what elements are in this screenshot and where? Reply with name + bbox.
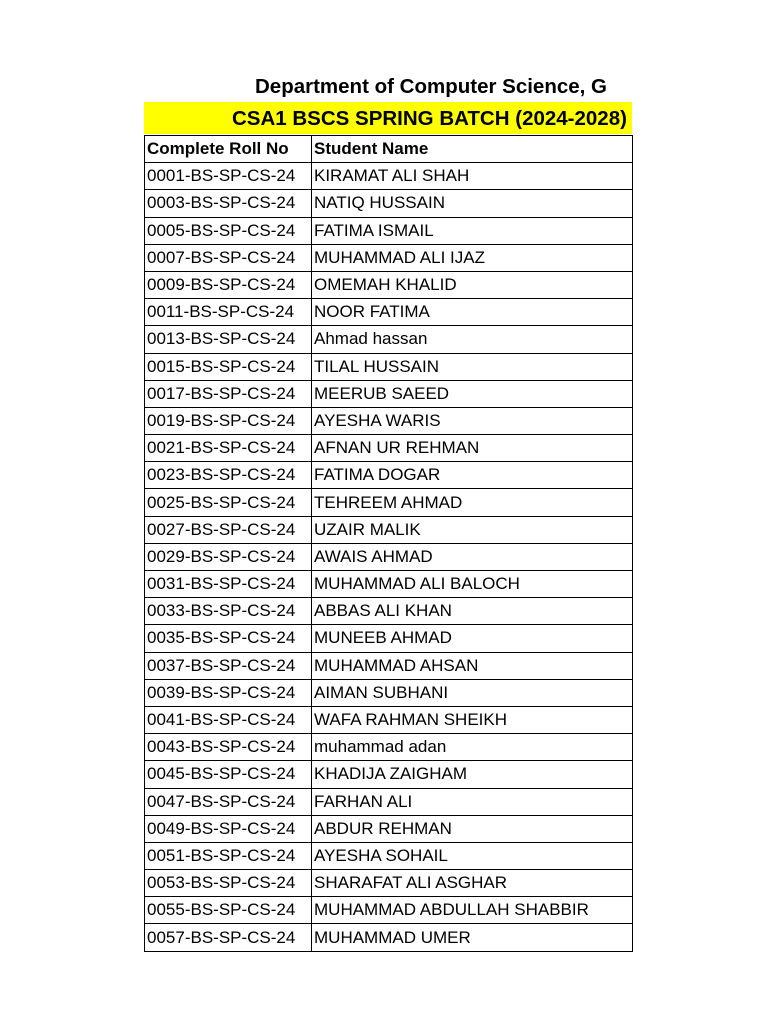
roll-no-cell: 0055-BS-SP-CS-24 [145, 897, 312, 924]
table-row [145, 516, 633, 543]
table-row [145, 353, 633, 380]
student-name-cell: FARHAN ALI [312, 788, 633, 815]
student-name-cell: MUHAMMAD AHSAN [312, 652, 633, 679]
table-row [145, 299, 633, 326]
student-name-cell: ABDUR REHMAN [312, 815, 633, 842]
table-row [145, 706, 633, 733]
student-name-cell: WAFA RAHMAN SHEIKH [312, 706, 633, 733]
student-name-cell: TEHREEM AHMAD [312, 489, 633, 516]
student-name-cell: AIMAN SUBHANI [312, 679, 633, 706]
column-header-roll-no: Complete Roll No [145, 136, 312, 163]
roll-no-cell: 0031-BS-SP-CS-24 [145, 571, 312, 598]
table-row [145, 462, 633, 489]
table-row [145, 842, 633, 869]
table-row [145, 788, 633, 815]
student-name-cell: NATIQ HUSSAIN [312, 190, 633, 217]
department-title: Department of Computer Science, G [255, 75, 607, 98]
roll-no-cell: 0039-BS-SP-CS-24 [145, 679, 312, 706]
table-row [145, 571, 633, 598]
table-row [145, 679, 633, 706]
roll-no-cell: 0029-BS-SP-CS-24 [145, 543, 312, 570]
roll-no-cell: 0015-BS-SP-CS-24 [145, 353, 312, 380]
roll-no-cell: 0017-BS-SP-CS-24 [145, 380, 312, 407]
student-name-cell: UZAIR MALIK [312, 516, 633, 543]
roll-no-cell: 0045-BS-SP-CS-24 [145, 761, 312, 788]
student-name-cell: MUHAMMAD ALI IJAZ [312, 244, 633, 271]
table-row [145, 489, 633, 516]
roll-no-cell: 0051-BS-SP-CS-24 [145, 842, 312, 869]
roll-no-cell: 0037-BS-SP-CS-24 [145, 652, 312, 679]
table-row [145, 244, 633, 271]
student-name-cell: AYESHA WARIS [312, 407, 633, 434]
student-name-cell: MUHAMMAD ABDULLAH SHABBIR [312, 897, 633, 924]
table-row [145, 897, 633, 924]
roll-no-cell: 0005-BS-SP-CS-24 [145, 217, 312, 244]
table-row [145, 326, 633, 353]
student-name-cell: OMEMAH KHALID [312, 271, 633, 298]
table-row [145, 598, 633, 625]
roll-no-cell: 0047-BS-SP-CS-24 [145, 788, 312, 815]
roll-no-cell: 0027-BS-SP-CS-24 [145, 516, 312, 543]
roll-no-cell: 0043-BS-SP-CS-24 [145, 734, 312, 761]
student-name-cell: FATIMA DOGAR [312, 462, 633, 489]
table-header-row [145, 136, 633, 163]
roll-no-cell: 0025-BS-SP-CS-24 [145, 489, 312, 516]
student-roll-table [144, 135, 633, 952]
roll-no-cell: 0003-BS-SP-CS-24 [145, 190, 312, 217]
student-name-cell: KHADIJA ZAIGHAM [312, 761, 633, 788]
roll-no-cell: 0021-BS-SP-CS-24 [145, 435, 312, 462]
table-row [145, 734, 633, 761]
table-row [145, 435, 633, 462]
table-row [145, 870, 633, 897]
student-name-cell: AFNAN UR REHMAN [312, 435, 633, 462]
roll-no-cell: 0023-BS-SP-CS-24 [145, 462, 312, 489]
student-name-cell: muhammad adan [312, 734, 633, 761]
table-row [145, 815, 633, 842]
roll-no-cell: 0057-BS-SP-CS-24 [145, 924, 312, 951]
student-name-cell: MUHAMMAD ALI BALOCH [312, 571, 633, 598]
table-row [145, 924, 633, 951]
batch-banner [144, 102, 632, 134]
roll-no-cell: 0009-BS-SP-CS-24 [145, 271, 312, 298]
student-name-cell: TILAL HUSSAIN [312, 353, 633, 380]
table-row [145, 271, 633, 298]
student-name-cell: MUHAMMAD UMER [312, 924, 633, 951]
table-row [145, 217, 633, 244]
student-name-cell: SHARAFAT ALI ASGHAR [312, 870, 633, 897]
student-name-cell: AWAIS AHMAD [312, 543, 633, 570]
roll-no-cell: 0011-BS-SP-CS-24 [145, 299, 312, 326]
roll-no-cell: 0001-BS-SP-CS-24 [145, 163, 312, 190]
student-name-cell: FATIMA ISMAIL [312, 217, 633, 244]
column-header-student-name: Student Name [312, 136, 633, 163]
table-row [145, 190, 633, 217]
student-name-cell: AYESHA SOHAIL [312, 842, 633, 869]
table-row [145, 652, 633, 679]
roll-no-cell: 0053-BS-SP-CS-24 [145, 870, 312, 897]
student-name-cell: KIRAMAT ALI SHAH [312, 163, 633, 190]
roll-no-cell: 0007-BS-SP-CS-24 [145, 244, 312, 271]
roll-no-cell: 0033-BS-SP-CS-24 [145, 598, 312, 625]
roll-no-cell: 0019-BS-SP-CS-24 [145, 407, 312, 434]
student-name-cell: NOOR FATIMA [312, 299, 633, 326]
roll-no-cell: 0013-BS-SP-CS-24 [145, 326, 312, 353]
roll-no-cell: 0049-BS-SP-CS-24 [145, 815, 312, 842]
student-name-cell: MUNEEB AHMAD [312, 625, 633, 652]
roll-no-cell: 0035-BS-SP-CS-24 [145, 625, 312, 652]
table-row [145, 407, 633, 434]
table-row [145, 163, 633, 190]
table-row [145, 625, 633, 652]
student-name-cell: ABBAS ALI KHAN [312, 598, 633, 625]
roll-no-cell: 0041-BS-SP-CS-24 [145, 706, 312, 733]
student-name-cell: Ahmad hassan [312, 326, 633, 353]
batch-title: CSA1 BSCS SPRING BATCH (2024-2028) [232, 107, 627, 130]
table-row [145, 761, 633, 788]
table-row [145, 380, 633, 407]
table-row [145, 543, 633, 570]
student-name-cell: MEERUB SAEED [312, 380, 633, 407]
